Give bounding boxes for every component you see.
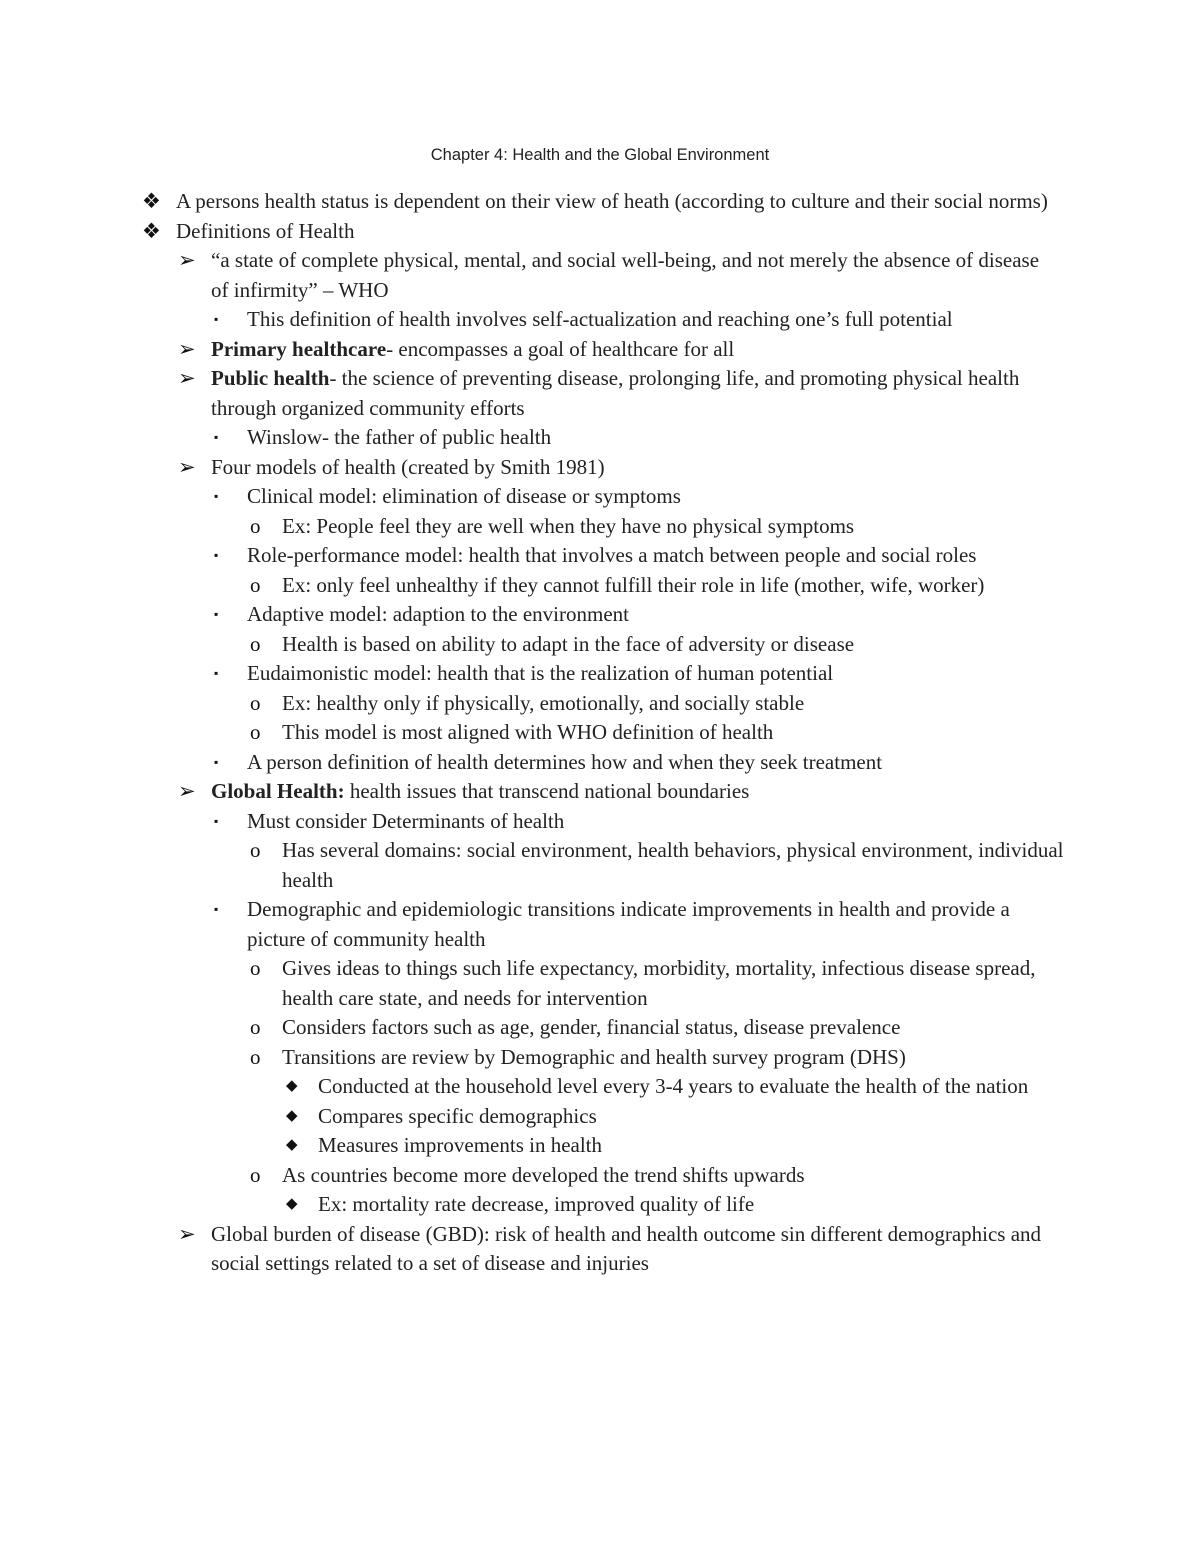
list-item: ▪ Role-performance model: health that involves a match between people and social roles	[0, 541, 1200, 571]
list-item: ▪ A person definition of health determines how and when they seek treatment	[0, 748, 1200, 778]
circle-bullet-icon: o	[250, 956, 261, 980]
list-item: ▪ Adaptive model: adaption to the environment	[0, 600, 1200, 630]
circle-bullet-icon: o	[250, 838, 261, 862]
list-item: ▪ Demographic and epidemiologic transitions indicate improvements in health and provide a picture of community health	[214, 897, 1010, 951]
list-item: ➢ Four models of health (created by Smith 1981)	[0, 453, 1200, 483]
list-item: ➢ Primary healthcare- encompasses a goal of healthcare for all	[0, 335, 1200, 365]
list-item: o Ex: only feel unhealthy if they cannot fulfill their role in life (mother, wife, worker)	[0, 571, 1200, 601]
list-item: ◆ Measures improvements in health	[0, 1131, 1200, 1161]
circle-bullet-icon: o	[250, 1044, 261, 1069]
diamond-solid-bullet-icon: ◆	[286, 1107, 298, 1124]
list-item: o Health is based on ability to adapt in the face of adversity or disease	[0, 630, 1200, 660]
arrow-bullet-icon: ➢	[178, 366, 196, 390]
square-bullet-icon: ▪	[214, 666, 219, 680]
list-item: ➢ Public health- the science of preventing disease, prolonging life, and promoting physical health through organized community efforts	[178, 366, 1020, 420]
circle-bullet-icon: o	[250, 690, 261, 715]
square-bullet-icon: ▪	[214, 489, 219, 503]
arrow-bullet-icon: ➢	[178, 779, 196, 803]
list-item: o Gives ideas to things such life expectancy, morbidity, mortality, infectious disease spread, health care state, and needs for intervention	[250, 956, 1036, 1010]
list-item: ▪ Clinical model: elimination of disease or symptoms	[0, 482, 1200, 512]
list-item: o This model is most aligned with WHO definition of health	[0, 718, 1200, 748]
square-bullet-icon: ▪	[214, 902, 219, 916]
list-item: ➢ Global Health: health issues that transcend national boundaries	[0, 777, 1200, 807]
list-item: ➢ Global burden of disease (GBD): risk of health and health outcome sin different demographics and social settings related to a set of disease and injuries	[178, 1221, 1042, 1275]
arrow-bullet-icon: ➢	[178, 1221, 196, 1246]
diamond-solid-bullet-icon: ◆	[286, 1137, 298, 1153]
square-bullet-icon: ▪	[214, 548, 219, 562]
square-bullet-icon: ▪	[214, 430, 219, 444]
list-item: ▪ Winslow- the father of public health	[0, 423, 1200, 453]
list-item: ◆ Compares specific demographics	[0, 1102, 1200, 1132]
list-item: ◆ Ex: mortality rate decrease, improved quality of life	[0, 1190, 1200, 1220]
arrow-bullet-icon: ➢	[178, 248, 196, 272]
list-item: o As countries become more developed the trend shifts upwards	[0, 1161, 1200, 1191]
list-item: ➢ “a state of complete physical, mental, and social well-being, and not merely the absence of disease of infirmity” – WHO	[178, 248, 1040, 302]
circle-bullet-icon: o	[250, 1015, 261, 1039]
square-bullet-icon: ▪	[214, 607, 219, 621]
list-item: ▪ Eudaimonistic model: health that is the realization of human potential	[0, 659, 1200, 689]
square-bullet-icon: ▪	[214, 754, 219, 769]
notes-outline	[0, 187, 1200, 1279]
circle-bullet-icon: o	[250, 631, 261, 656]
diamond-bullet-icon: ❖	[142, 189, 161, 213]
term: Global Health:	[211, 779, 345, 803]
list-item: o Ex: People feel they are well when they have no physical symptoms	[0, 512, 1200, 542]
term: Public health	[211, 366, 330, 390]
diamond-solid-bullet-icon: ◆	[286, 1196, 298, 1212]
square-bullet-icon: ▪	[214, 813, 219, 828]
list-item: ▪ Must consider Determinants of health	[0, 807, 1200, 837]
list-item: o Ex: healthy only if physically, emotionally, and socially stable	[0, 689, 1200, 719]
list-item: o Transitions are review by Demographic and health survey program (DHS)	[0, 1043, 1200, 1073]
circle-bullet-icon: o	[250, 720, 261, 744]
circle-bullet-icon: o	[250, 1162, 261, 1187]
diamond-solid-bullet-icon: ◆	[286, 1078, 298, 1094]
list-item: ❖ Definitions of Health	[0, 217, 1200, 247]
list-item: ◆ Conducted at the household level every 3-4 years to evaluate the health of the nation	[0, 1072, 1200, 1102]
list-item: ❖ A persons health status is dependent on their view of heath (according to culture and their social norms)	[0, 187, 1200, 217]
list-item: o Considers factors such as age, gender, financial status, disease prevalence	[0, 1013, 1200, 1043]
diamond-bullet-icon: ❖	[142, 218, 161, 243]
term: Primary healthcare	[211, 336, 387, 361]
page-title: Chapter 4: Health and the Global Environment	[430, 146, 770, 164]
arrow-bullet-icon: ➢	[178, 336, 196, 361]
circle-bullet-icon: o	[250, 572, 261, 597]
circle-bullet-icon: o	[250, 513, 261, 538]
square-bullet-icon: ▪	[214, 312, 219, 326]
arrow-bullet-icon: ➢	[178, 454, 196, 479]
list-item: ▪ This definition of health involves self-actualization and reaching one’s full potential	[0, 305, 1200, 335]
list-item: o Has several domains: social environment, health behaviors, physical environment, individual health	[250, 838, 1064, 892]
